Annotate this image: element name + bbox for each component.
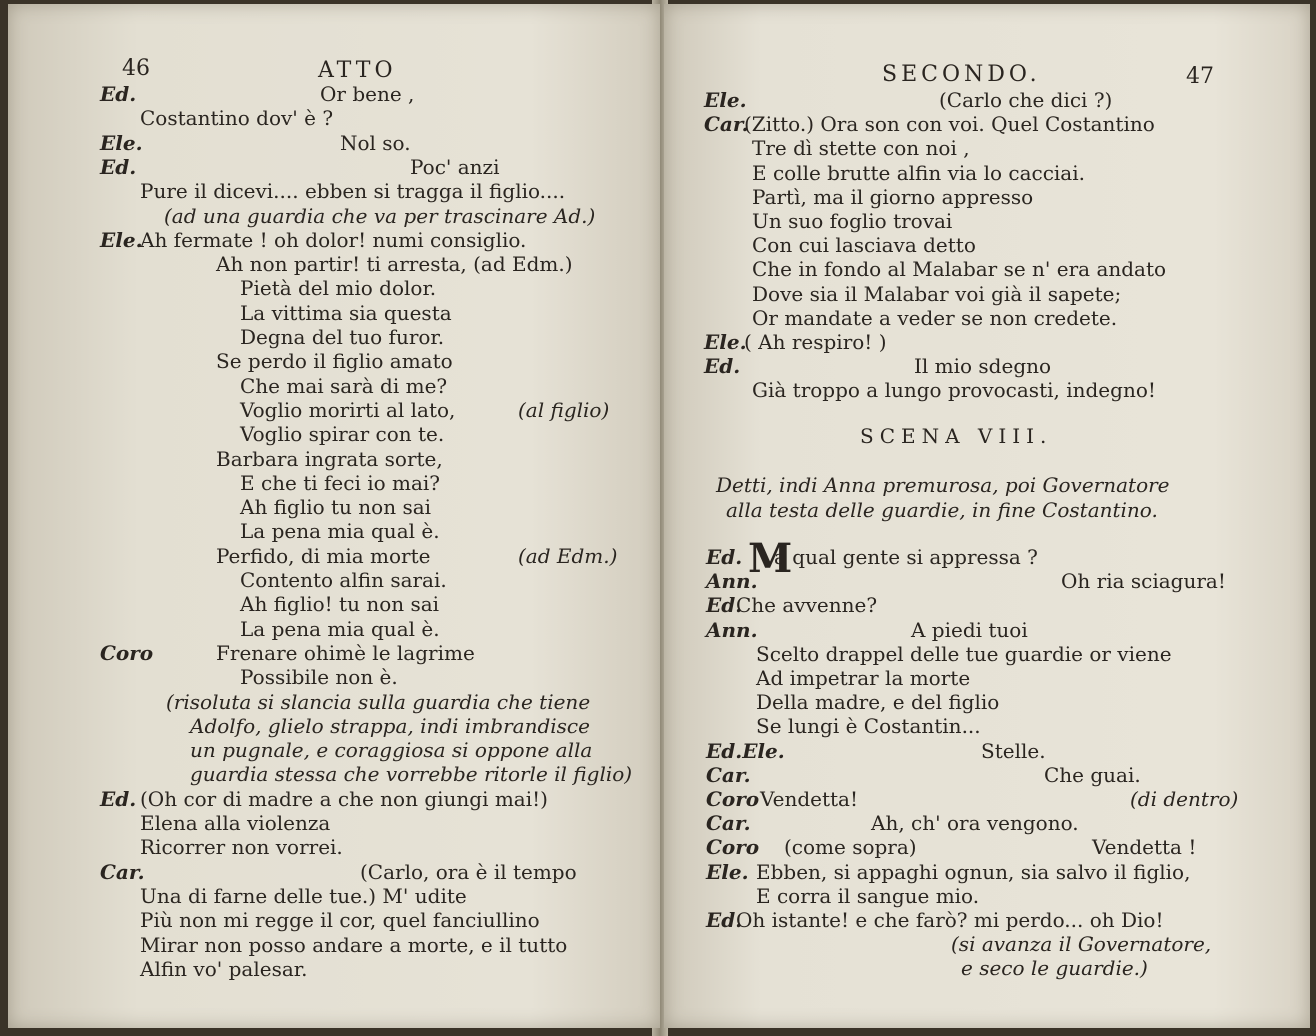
verse-line: Voglio spirar con te. xyxy=(240,422,445,447)
speaker-label: Ann. xyxy=(706,569,758,594)
verse-line: Pure il dicevi.... ebben si tragga il figlio.... xyxy=(140,179,566,204)
stage-aside: (di dentro) xyxy=(1130,787,1239,811)
speaker-label: Coro xyxy=(100,640,154,665)
speaker-label: Ed. xyxy=(706,593,743,618)
verse-line: Già troppo a lungo provocasti, indegno! xyxy=(752,378,1156,403)
verse-line: Scelto drappel delle tue guardie or viene xyxy=(756,641,1172,666)
page-header: SECONDO. xyxy=(882,62,1041,87)
verse-line: Ah figlio! tu non sai xyxy=(240,592,440,617)
verse-line: Che avvenne? xyxy=(736,593,878,618)
verse-line: a qual gente si appressa ? xyxy=(774,545,1038,569)
verse-line: Mirar non posso andare a morte, e il tutto xyxy=(140,932,568,957)
verse-line: Alfin vo' palesar. xyxy=(140,956,308,981)
verse-line: ( Ah respiro! ) xyxy=(744,330,887,354)
speaker-label: Ele. xyxy=(704,88,747,112)
verse-line: La vittima sia questa xyxy=(240,300,452,325)
speaker-label: Ann. xyxy=(706,617,758,642)
verse-line: Ah non partir! ti arresta, (ad Edm.) xyxy=(216,252,573,277)
speaker-label: Ed. xyxy=(100,82,137,106)
speaker-label: Ed. xyxy=(706,545,743,569)
speaker-label: Ele. xyxy=(706,859,749,884)
verse-line: Or bene , xyxy=(320,82,415,106)
verse-line: Ah fermate ! oh dolor! numi consiglio. xyxy=(140,227,527,252)
verse-line: Contento alfin sarai. xyxy=(240,568,447,592)
verse-line: Il mio sdegno xyxy=(914,354,1052,379)
page-header: ATTO xyxy=(318,58,397,83)
verse-line: Della madre, e del figlio xyxy=(756,690,1000,715)
verse-line: (Carlo, ora è il tempo xyxy=(360,859,577,884)
verse-line: Con cui lasciava detto xyxy=(752,233,976,258)
verse-line: (Carlo che dici ?) xyxy=(939,88,1113,112)
stage-direction: alla testa delle guardie, in fine Costantino. xyxy=(726,498,1158,522)
verse-line: E che ti feci io mai? xyxy=(240,470,441,495)
verse-line: A piedi tuoi xyxy=(911,617,1028,642)
verse-line: Possibile non è. xyxy=(240,665,398,690)
stage-aside: (ad Edm.) xyxy=(518,543,618,568)
speaker-label: Ed. xyxy=(706,908,743,932)
drop-cap: M xyxy=(748,535,793,582)
left-page xyxy=(8,4,660,1028)
verse-line: E colle brutte alfin via lo cacciai. xyxy=(752,160,1085,185)
verse-line: Partì, ma il giorno appresso xyxy=(752,184,1034,209)
verse-line: Degna del tuo furor. xyxy=(240,325,445,349)
stage-direction: Adolfo, glielo strappa, indi imbrandisce xyxy=(190,713,590,738)
verse-line: La pena mia qual è. xyxy=(240,616,440,641)
stage-direction: un pugnale, e coraggiosa si oppone alla xyxy=(190,738,593,763)
speaker-label: Coro xyxy=(706,787,760,811)
speaker-label: Car. xyxy=(706,762,751,787)
verse-line: Nol so. xyxy=(340,130,411,155)
verse-line: Ebben, si appaghi ognun, sia salvo il figlio, xyxy=(756,859,1191,884)
verse-line: Se perdo il figlio amato xyxy=(216,349,453,374)
speaker-label: Ed. xyxy=(704,354,741,379)
verse-line: Voglio morirti al lato, xyxy=(240,397,456,422)
verse-line: Un suo foglio trovai xyxy=(752,209,953,233)
verse-line: Tre dì stette con noi , xyxy=(752,136,970,161)
stage-direction: Detti, indi Anna premurosa, poi Governatore xyxy=(716,473,1170,497)
speaker-label: Car. xyxy=(100,859,145,884)
verse-line: Più non mi regge il cor, quel fanciullino xyxy=(140,908,540,933)
page-number: 47 xyxy=(1186,64,1214,89)
verse-line: Dove sia il Malabar voi già il sapete; xyxy=(752,281,1122,306)
verse-line: Or mandate a veder se non credete. xyxy=(752,305,1118,330)
stage-direction: e seco le guardie.) xyxy=(961,956,1148,981)
verse-line: Una di farne delle tue.) M' udite xyxy=(140,883,467,908)
scene-title: SCENA VIII. xyxy=(860,424,1053,448)
speaker-label: Ele. xyxy=(704,330,747,354)
verse-line: Vendetta! xyxy=(760,787,858,811)
verse-line: E corra il sangue mio. xyxy=(756,883,980,908)
right-page xyxy=(664,4,1310,1028)
page-number: 46 xyxy=(122,56,150,81)
verse-line: Perfido, di mia morte xyxy=(216,543,431,568)
verse-line: (come sopra) xyxy=(784,835,917,860)
verse-line: Se lungi è Costantin... xyxy=(756,714,981,739)
stage-direction: (si avanza il Governatore, xyxy=(951,932,1212,957)
verse-line: (Oh cor di madre a che non giungi mai!) xyxy=(140,786,548,811)
stage-direction: (ad una guardia che va per trascinare Ad.) xyxy=(164,203,596,228)
speaker-label: Ele. xyxy=(100,227,143,252)
verse-line: Ricorrer non vorrei. xyxy=(140,835,343,860)
verse-line: Ah, ch' ora vengono. xyxy=(871,811,1079,836)
verse-line: Che guai. xyxy=(1044,762,1141,787)
speaker-label: Ele. xyxy=(100,130,143,155)
speaker-label: Car. xyxy=(704,112,749,137)
verse-line: Pietà del mio dolor. xyxy=(240,276,437,301)
verse-line: Che mai sarà di me? xyxy=(240,373,448,398)
verse-line: Frenare ohimè le lagrime xyxy=(216,640,475,665)
speaker-label: Car. xyxy=(706,811,751,836)
verse-line: Elena alla violenza xyxy=(140,811,331,835)
speaker-label: Ed.Ele. xyxy=(706,738,785,763)
stage-aside: (al figlio) xyxy=(518,397,610,422)
verse-line: Vendetta ! xyxy=(1092,835,1197,860)
speaker-label: Ed. xyxy=(100,154,137,179)
speaker-label: Ed. xyxy=(100,786,137,811)
stage-direction: (risoluta si slancia sulla guardia che tiene xyxy=(166,689,591,714)
verse-line: Che in fondo al Malabar se n' era andato xyxy=(752,257,1167,282)
verse-line: Stelle. xyxy=(981,738,1046,763)
verse-line: Ad impetrar la morte xyxy=(756,666,971,690)
verse-line: Ah figlio tu non sai xyxy=(240,495,432,520)
verse-line: (Zitto.) Ora son con voi. Quel Costantino xyxy=(744,112,1155,137)
verse-line: Oh ria sciagura! xyxy=(1061,569,1226,594)
verse-line: Barbara ingrata sorte, xyxy=(216,446,443,471)
stage-direction: guardia stessa che vorrebbe ritorle il figlio) xyxy=(190,762,633,787)
verse-line: Costantino dov' è ? xyxy=(140,106,334,131)
verse-line: La pena mia qual è. xyxy=(240,519,440,544)
speaker-label: Coro xyxy=(706,835,760,860)
verse-line: Poc' anzi xyxy=(410,154,500,179)
verse-line: Oh istante! e che farò? mi perdo... oh Dio! xyxy=(736,908,1164,932)
